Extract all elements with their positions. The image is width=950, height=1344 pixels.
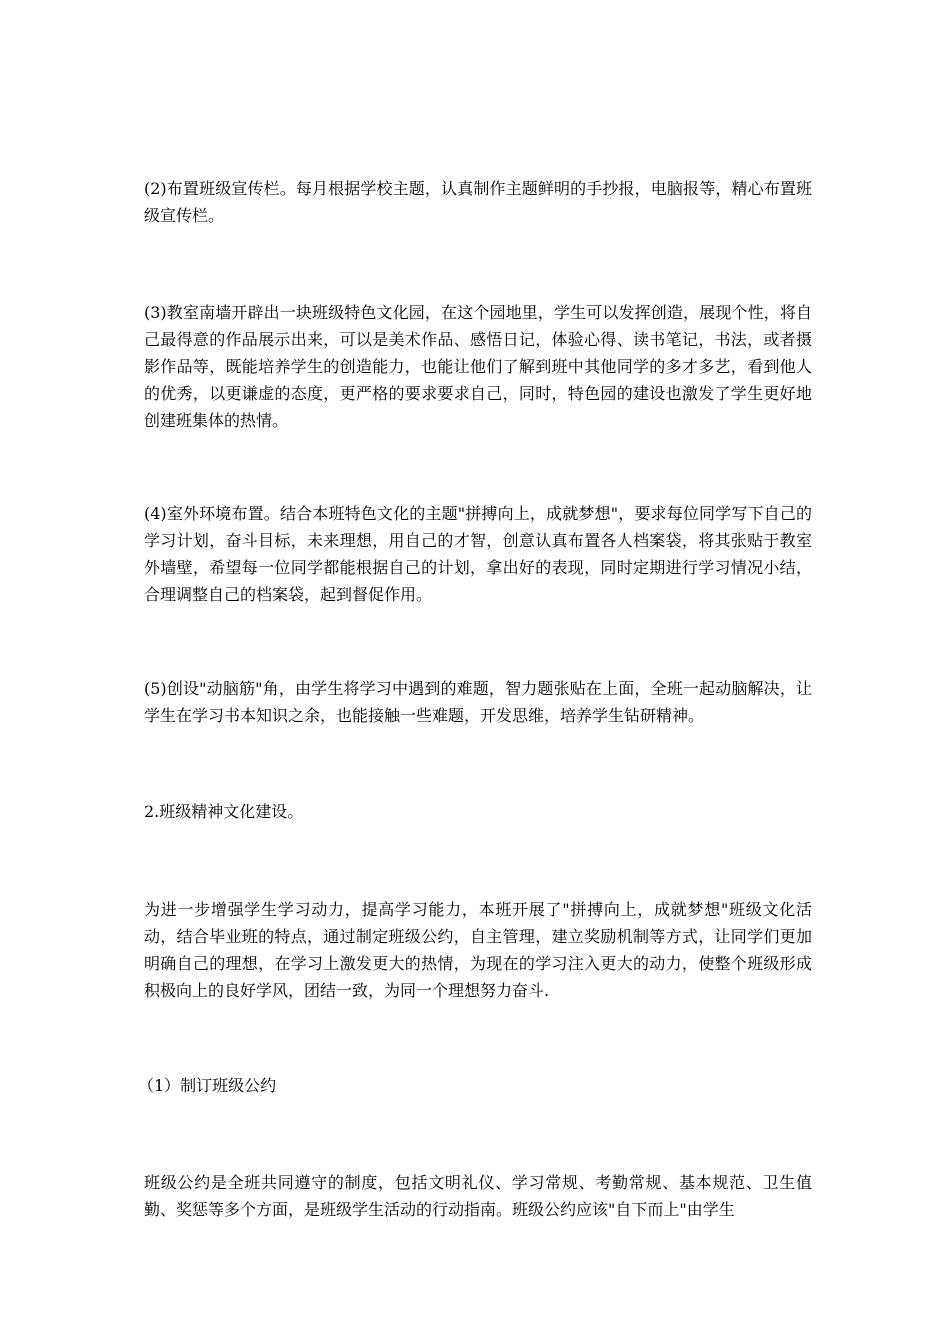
paragraph-outdoor-environment: (4)室外环境布置。结合本班特色文化的主题"拼搏向上，成就梦想"，要求每位同学写下自己的学习计划，奋斗目标，未来理想，用自己的才智，创意认真布置各人档案袋，将其张贴于教室外墙壁，希望每一位同学都能根据自己的计划，拿出好的表现，同时定期进行学习情况小结，合理调整自己的档案袋，起到督促作用。 <box>144 504 812 604</box>
paragraph-brain-corner: (5)创设"动脑筋"角，由学生将学习中遇到的难题，智力题张贴在上面，全班一起动脑解决，让学生在学习书本知识之余，也能接触一些难题，开发思维，培养学生钻研精神。 <box>144 679 812 725</box>
subheading-class-convention: （1）制订班级公约 <box>138 1076 277 1095</box>
paragraph-culture-activity: 为进一步增强学生学习动力，提高学习能力，本班开展了"拼搏向上，成就梦想"班级文化活动，结合毕业班的特点，通过制定班级公约，自主管理，建立奖励机制等方式，让同学们更加明确自己的理想，在学习上激发更大的热情，为现在的学习注入更大的动力，使整个班级形成积极向上的良好学风，团结一致，为同一个理想努力奋斗. <box>144 900 812 1000</box>
paragraph-culture-garden: (3)教室南墙开辟出一块班级特色文化园，在这个园地里，学生可以发挥创造，展现个性，将自己最得意的作品展示出来，可以是美术作品、感悟日记，体验心得、读书笔记，书法，或者摄影作品等，既能培养学生的创造能力，也能让他们了解到班中其他同学的多才多艺，看到他人的优秀，以更谦虚的态度，更严格的要求要求自己，同时，特色园的建设也激发了学生更好地创建班集体的热情。 <box>144 303 812 430</box>
paragraph-bulletin-board: (2)布置班级宣传栏。每月根据学校主题，认真制作主题鲜明的手抄报，电脑报等，精心布置班级宣传栏。 <box>144 179 812 225</box>
paragraph-class-convention: 班级公约是全班共同遵守的制度，包括文明礼仪、学习常规、考勤常规、基本规范、卫生值勤、奖惩等多个方面，是班级学生活动的行动指南。班级公约应该"自下而上"由学生 <box>144 1173 812 1219</box>
section-heading-spiritual-culture: 2.班级精神文化建设。 <box>144 802 304 821</box>
